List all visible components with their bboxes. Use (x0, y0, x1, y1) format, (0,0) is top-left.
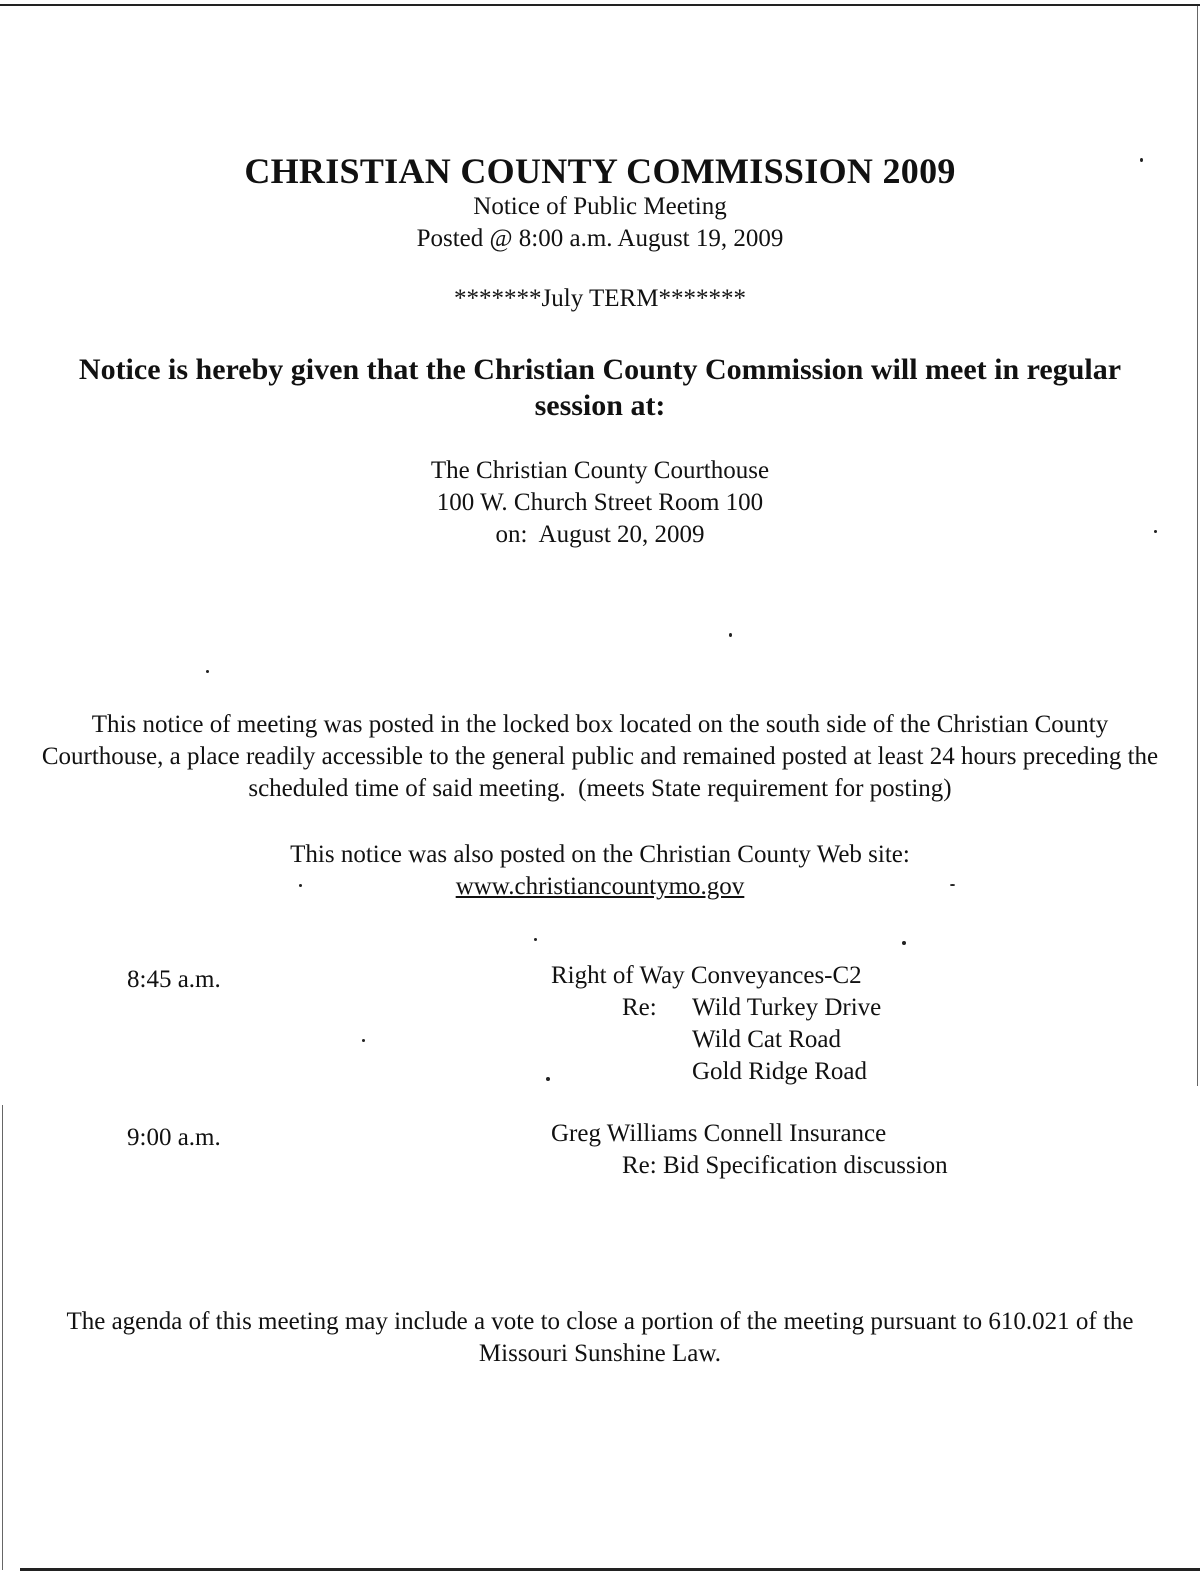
scan-speck (1140, 158, 1143, 162)
scan-speck (1154, 530, 1157, 533)
location-line-3: on: August 20, 2009 (495, 521, 705, 548)
document-subtitle: Notice of Public Meeting (473, 193, 727, 220)
posting-paragraph: This notice of meeting was posted in the locked box located on the south side of the Christian County Courthouse, a place readily accessible to the general public and remained posted at least 24 hours preceding the scheduled time of said meeting. (meets State requirement for posting) (41, 711, 1165, 802)
scan-speck (729, 633, 732, 637)
agenda-item-2-re: Re: Bid Specification discussion (622, 1152, 948, 1179)
scan-speck (546, 1077, 550, 1081)
agenda-time-1: 8:45 a.m. (127, 966, 221, 993)
scan-speck (534, 938, 537, 941)
scan-speck (362, 1039, 365, 1042)
agenda-item-2: Greg Williams Connell Insurance (551, 1120, 887, 1147)
website-link[interactable]: www.christiancountymo.gov (455, 873, 745, 900)
notice-statement: Notice is hereby given that the Christian County Commission will meet in regular session at: (78, 353, 1122, 422)
closing-statement: The agenda of this meeting may include a vote to close a portion of the meeting pursuant to 610.021 of the Missouri Sunshine Law. (66, 1308, 1134, 1367)
agenda-item-1: Right of Way Conveyances-C2 (551, 962, 862, 989)
agenda-item-1-road-1: Wild Turkey Drive (692, 994, 882, 1021)
bottom-border-line (20, 1568, 1200, 1571)
scan-speck (950, 884, 955, 886)
left-border-line (2, 1105, 3, 1570)
top-border-line (0, 4, 1200, 6)
posted-timestamp: Posted @ 8:00 a.m. August 19, 2009 (416, 225, 784, 252)
agenda-item-1-re-label: Re: (622, 994, 657, 1021)
document-title: CHRISTIAN COUNTY COMMISSION 2009 (244, 151, 956, 191)
web-notice (0, 839, 1200, 903)
location-line-1: The Christian County Courthouse (430, 457, 770, 484)
location-line-2: 100 W. Church Street Room 100 (436, 489, 764, 516)
agenda-time-2: 9:00 a.m. (127, 1124, 221, 1151)
meeting-location (0, 455, 1200, 551)
agenda-item-1-road-3: Gold Ridge Road (692, 1058, 867, 1085)
scan-speck (206, 670, 209, 673)
scan-speck (902, 941, 906, 945)
agenda-item-1-road-2: Wild Cat Road (692, 1026, 841, 1053)
scan-speck (299, 884, 302, 887)
term-label: *******July TERM******* (454, 285, 746, 312)
web-notice-text: This notice was also posted on the Christian County Web site: (290, 841, 910, 868)
